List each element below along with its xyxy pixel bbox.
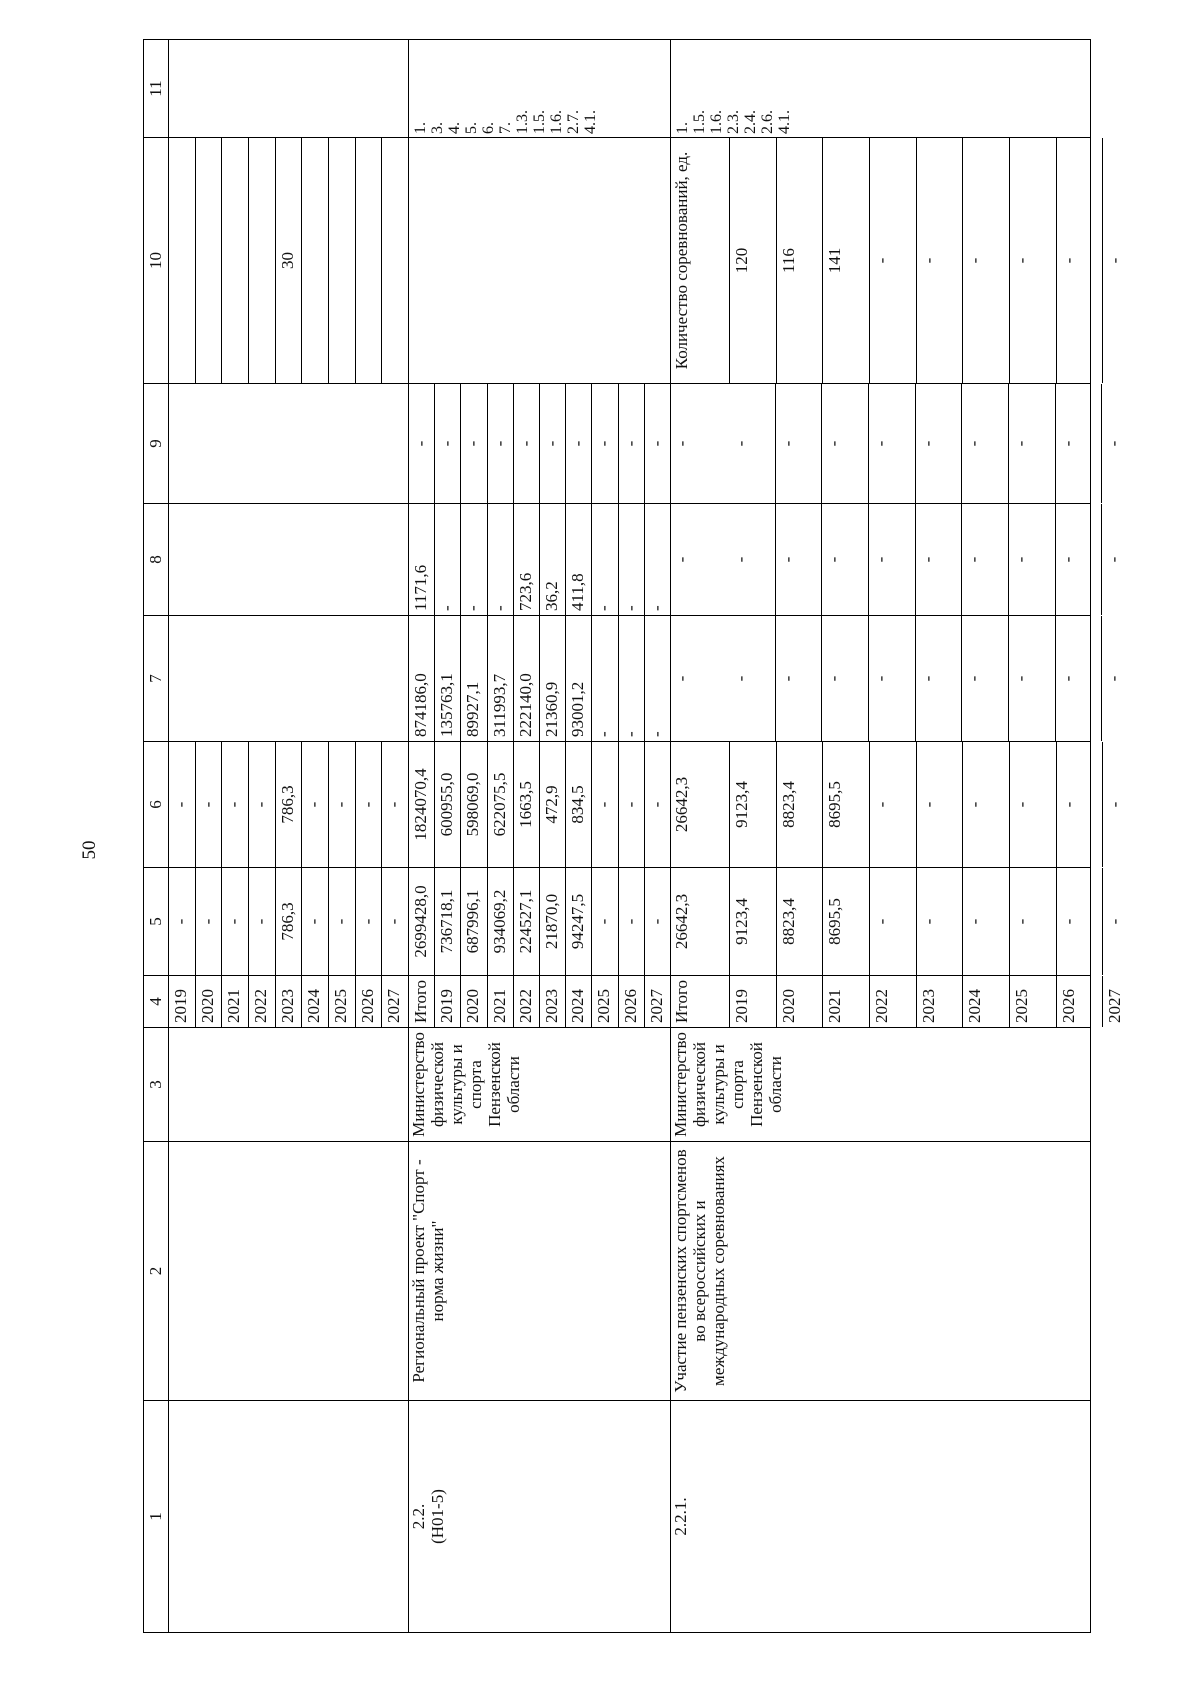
indicator-ref: 5.: [463, 122, 480, 134]
indicator-ref: 4.1.: [776, 110, 793, 134]
value-cell: -: [460, 504, 485, 615]
year-cell: 2022: [869, 976, 894, 1027]
value-cell: [195, 138, 220, 383]
value-cell: -: [487, 384, 512, 503]
col10-cell: [169, 138, 409, 384]
value-cell: 93001,2: [565, 616, 590, 741]
value-cell: -: [1009, 138, 1034, 383]
value-cell: -: [775, 384, 800, 503]
year-cell: 2021: [487, 976, 512, 1027]
indicator-ref: 2.3.: [725, 110, 742, 134]
year-cell: 2025: [1009, 976, 1034, 1027]
indicator-ref: 1.5.: [691, 110, 708, 134]
year-cell: 2026: [1056, 976, 1081, 1027]
indicator-ref: 4.: [446, 122, 463, 134]
years-cell: [169, 976, 409, 1028]
header-cell: 10: [144, 138, 169, 384]
value-cell: 1171,6: [411, 564, 430, 611]
col6-cell: [671, 742, 1125, 868]
value-cell: 934069,2: [487, 868, 512, 975]
col6-cell: [409, 742, 671, 868]
indicator-ref: 2.4.: [742, 110, 759, 134]
value-cell: 89927,1: [460, 616, 485, 741]
year-cell: 2024: [962, 976, 987, 1027]
value-cell: -: [434, 504, 459, 615]
header-cell: 1: [144, 1401, 169, 1633]
event-name: Участие пензенских спортсменов во всероссийских и международных соревнованиях: [671, 1142, 1091, 1401]
value-cell: -: [644, 868, 669, 975]
col8-cell: [409, 504, 671, 616]
value-cell: -: [411, 440, 430, 447]
value-cell: -: [916, 138, 941, 383]
indicator-ref: 7.: [497, 122, 514, 134]
value-cell: 21360,9: [539, 616, 564, 741]
years-cell: [671, 976, 1125, 1028]
value-cell: -: [644, 384, 669, 503]
indicator-ref: 1.: [674, 122, 691, 134]
col5-cell: [671, 868, 1125, 976]
value-cell: 120: [732, 247, 751, 274]
table-row: [169, 40, 409, 1633]
total-value: -: [672, 556, 691, 563]
year-cell: 2023: [275, 976, 300, 1027]
header-cell: 11: [144, 40, 169, 138]
value-cell: -: [961, 384, 986, 503]
value-cell: -: [618, 868, 643, 975]
indicator-ref: 1.6.: [548, 110, 565, 134]
indicator-name: Количество соревнований, ед.: [672, 151, 691, 370]
total-value: -: [672, 440, 691, 447]
value-cell: -: [195, 868, 220, 975]
value-cell: 786,3: [275, 868, 300, 975]
value-cell: -: [731, 440, 750, 447]
value-cell: 9123,4: [732, 781, 751, 828]
value-cell: -: [195, 742, 220, 867]
value-cell: 622075,5: [487, 742, 512, 867]
header-cell: 3: [144, 1028, 169, 1142]
value-cell: 224527,1: [513, 868, 538, 975]
indicator-ref: 1.5.: [531, 110, 548, 134]
value-cell: -: [1055, 384, 1080, 503]
year-cell: 2027: [1102, 976, 1127, 1027]
value-cell: -: [1055, 504, 1080, 615]
value-cell: -: [962, 138, 987, 383]
value-cell: 8695,5: [822, 868, 847, 975]
value-cell: 723,6: [513, 504, 538, 615]
value-cell: -: [1102, 138, 1127, 383]
exec-cell: [169, 1028, 409, 1142]
year-cell: 2020: [776, 976, 801, 1027]
value-cell: -: [565, 384, 590, 503]
col10-cell: [671, 138, 1125, 384]
value-cell: -: [868, 384, 893, 503]
value-cell: -: [915, 504, 940, 615]
year-cell: 2021: [822, 976, 847, 1027]
value-cell: -: [355, 742, 380, 867]
num-cell: 2.2.1.: [671, 1401, 1091, 1633]
table-row: [671, 40, 1091, 1633]
value-cell: -: [460, 384, 485, 503]
value-cell: -: [916, 742, 941, 867]
total-value: -: [672, 675, 691, 682]
name-cell: [169, 1142, 409, 1401]
value-cell: -: [1101, 504, 1126, 615]
value-cell: -: [1102, 742, 1127, 867]
year-cell: 2022: [513, 976, 538, 1027]
year-cell: 2025: [328, 976, 353, 1027]
value-cell: 30: [275, 138, 300, 383]
year-cell: Итого: [411, 979, 430, 1023]
year-cell: 2019: [171, 989, 190, 1023]
value-cell: -: [328, 742, 353, 867]
value-cell: [169, 138, 193, 383]
value-cell: -: [915, 384, 940, 503]
value-cell: 2699428,0: [411, 885, 430, 958]
value-cell: -: [591, 616, 616, 741]
value-cell: 786,3: [275, 742, 300, 867]
value-cell: [301, 138, 326, 383]
indicator-links: [409, 40, 671, 138]
value-cell: [355, 138, 380, 383]
header-row: [144, 40, 169, 1633]
value-cell: -: [915, 616, 940, 741]
value-cell: -: [171, 918, 190, 925]
col8-cell: [169, 504, 409, 616]
value-cell: 116: [776, 138, 801, 383]
value-cell: -: [248, 742, 273, 867]
value-cell: -: [1056, 138, 1081, 383]
value-cell: -: [248, 868, 273, 975]
value-cell: -: [591, 742, 616, 867]
program-table: [143, 39, 1125, 1633]
value-cell: -: [961, 504, 986, 615]
value-cell: -: [644, 616, 669, 741]
value-cell: 472,9: [539, 742, 564, 867]
value-cell: 1663,5: [513, 742, 538, 867]
year-cell: 2023: [916, 976, 941, 1027]
table-row: [409, 40, 671, 1633]
value-cell: -: [301, 742, 326, 867]
value-cell: -: [513, 384, 538, 503]
value-cell: -: [821, 504, 846, 615]
total-label: Итого: [672, 979, 691, 1023]
indicator-ref: 2.7.: [565, 110, 582, 134]
col7-cell: [409, 616, 671, 742]
value-cell: [328, 138, 353, 383]
value-cell: -: [644, 504, 669, 615]
value-cell: -: [301, 868, 326, 975]
indicator-links: [671, 40, 1091, 138]
col9-cell: [671, 384, 1124, 504]
col8-cell: [671, 504, 1124, 616]
value-cell: -: [1008, 616, 1033, 741]
value-cell: 222140,0: [513, 616, 538, 741]
col11-cell: [169, 40, 409, 138]
year-cell: 2020: [195, 976, 220, 1027]
value-cell: -: [618, 742, 643, 867]
indicator-ref: 1.3.: [514, 110, 531, 134]
year-cell: 2020: [460, 976, 485, 1027]
col9-cell: [409, 384, 671, 504]
year-cell: 2027: [381, 976, 406, 1027]
num-cell: [409, 1401, 671, 1633]
value-cell: -: [328, 868, 353, 975]
header-cell: 7: [144, 616, 169, 742]
value-cell: 94247,5: [565, 868, 590, 975]
value-cell: -: [869, 742, 894, 867]
value-cell: -: [869, 868, 894, 975]
indicator-ref: 2.6.: [759, 110, 776, 134]
item-code: (Н01-5): [428, 1489, 447, 1544]
value-cell: -: [381, 868, 406, 975]
project-name: Региональный проект "Спорт - норма жизни": [409, 1142, 671, 1401]
executor-name: Министерство физической культуры и спорта Пензенской области: [409, 1028, 671, 1142]
total-value: 26642,3: [672, 776, 691, 833]
value-cell: 141: [822, 138, 847, 383]
value-cell: -: [487, 504, 512, 615]
value-cell: -: [221, 868, 246, 975]
page-number: 50: [79, 840, 100, 860]
value-cell: 687996,1: [460, 868, 485, 975]
value-cell: 135763,1: [434, 616, 459, 741]
value-cell: -: [618, 384, 643, 503]
header-cell: 8: [144, 504, 169, 616]
total-value: 26642,3: [672, 893, 691, 950]
indicator-ref: 6.: [480, 122, 497, 134]
num-cell: [169, 1401, 409, 1633]
value-cell: -: [1008, 384, 1033, 503]
executor-name: Министерство физической культуры и спорта Пензенской области: [671, 1028, 1091, 1142]
value-cell: -: [644, 742, 669, 867]
value-cell: 9123,4: [732, 898, 751, 945]
indicator-ref: 1.: [412, 122, 429, 134]
value-cell: -: [1101, 384, 1126, 503]
value-cell: -: [1008, 504, 1033, 615]
col10-cell: [409, 138, 671, 384]
indicator-ref: 4.1.: [582, 110, 599, 134]
value-cell: -: [775, 616, 800, 741]
value-cell: 834,5: [565, 742, 590, 867]
year-cell: 2024: [565, 976, 590, 1027]
value-cell: -: [868, 504, 893, 615]
header-cell: 2: [144, 1142, 169, 1401]
header-cell: 5: [144, 868, 169, 976]
value-cell: -: [731, 675, 750, 682]
col7-cell: [169, 616, 409, 742]
value-cell: -: [591, 504, 616, 615]
value-cell: -: [591, 868, 616, 975]
value-cell: -: [1009, 742, 1034, 867]
item-number: 2.2.: [409, 1503, 428, 1530]
value-cell: -: [1009, 868, 1034, 975]
value-cell: -: [821, 616, 846, 741]
value-cell: -: [355, 868, 380, 975]
value-cell: -: [1056, 868, 1081, 975]
value-cell: -: [1056, 742, 1081, 867]
years-cell: [409, 976, 671, 1028]
value-cell: [248, 138, 273, 383]
indicator-ref: 3.: [429, 122, 446, 134]
value-cell: 8695,5: [822, 742, 847, 867]
value-cell: -: [1101, 616, 1126, 741]
header-cell: 9: [144, 384, 169, 504]
value-cell: 21870,0: [539, 868, 564, 975]
value-cell: -: [618, 504, 643, 615]
year-cell: 2023: [539, 976, 564, 1027]
value-cell: 311993,7: [487, 616, 512, 741]
value-cell: 736718,1: [434, 868, 459, 975]
value-cell: 598069,0: [460, 742, 485, 867]
value-cell: -: [962, 742, 987, 867]
value-cell: -: [381, 742, 406, 867]
value-cell: [221, 138, 246, 383]
value-cell: -: [868, 616, 893, 741]
value-cell: -: [434, 384, 459, 503]
value-cell: -: [821, 384, 846, 503]
value-cell: 874186,0: [411, 673, 430, 737]
header-cell: 4: [144, 976, 169, 1028]
value-cell: -: [618, 616, 643, 741]
value-cell: -: [539, 384, 564, 503]
year-cell: 2026: [355, 976, 380, 1027]
year-cell: 2024: [301, 976, 326, 1027]
rotated-table-wrapper: [143, 40, 1125, 1633]
year-cell: 2019: [732, 989, 751, 1023]
year-cell: 2019: [434, 976, 459, 1027]
col6-cell: [169, 742, 409, 868]
value-cell: -: [916, 868, 941, 975]
year-cell: 2027: [644, 976, 669, 1027]
year-cell: 2025: [591, 976, 616, 1027]
value-cell: [381, 138, 406, 383]
col7-cell: [671, 616, 1124, 742]
col5-cell: [169, 868, 409, 976]
value-cell: 8823,4: [776, 742, 801, 867]
header-cell: 6: [144, 742, 169, 868]
value-cell: -: [171, 801, 190, 808]
year-cell: 2022: [248, 976, 273, 1027]
value-cell: -: [775, 504, 800, 615]
year-cell: 2026: [618, 976, 643, 1027]
value-cell: 411,8: [565, 504, 590, 615]
value-cell: -: [962, 868, 987, 975]
year-cell: 2021: [221, 976, 246, 1027]
value-cell: -: [1055, 616, 1080, 741]
value-cell: -: [961, 616, 986, 741]
value-cell: 36,2: [539, 504, 564, 615]
indicator-ref: 1.6.: [708, 110, 725, 134]
value-cell: -: [221, 742, 246, 867]
col5-cell: [409, 868, 671, 976]
value-cell: -: [1102, 868, 1127, 975]
col9-cell: [169, 384, 409, 504]
value-cell: 1824070,4: [411, 768, 430, 841]
value-cell: -: [869, 138, 894, 383]
value-cell: 8823,4: [776, 868, 801, 975]
value-cell: 600955,0: [434, 742, 459, 867]
value-cell: -: [591, 384, 616, 503]
value-cell: -: [731, 556, 750, 563]
